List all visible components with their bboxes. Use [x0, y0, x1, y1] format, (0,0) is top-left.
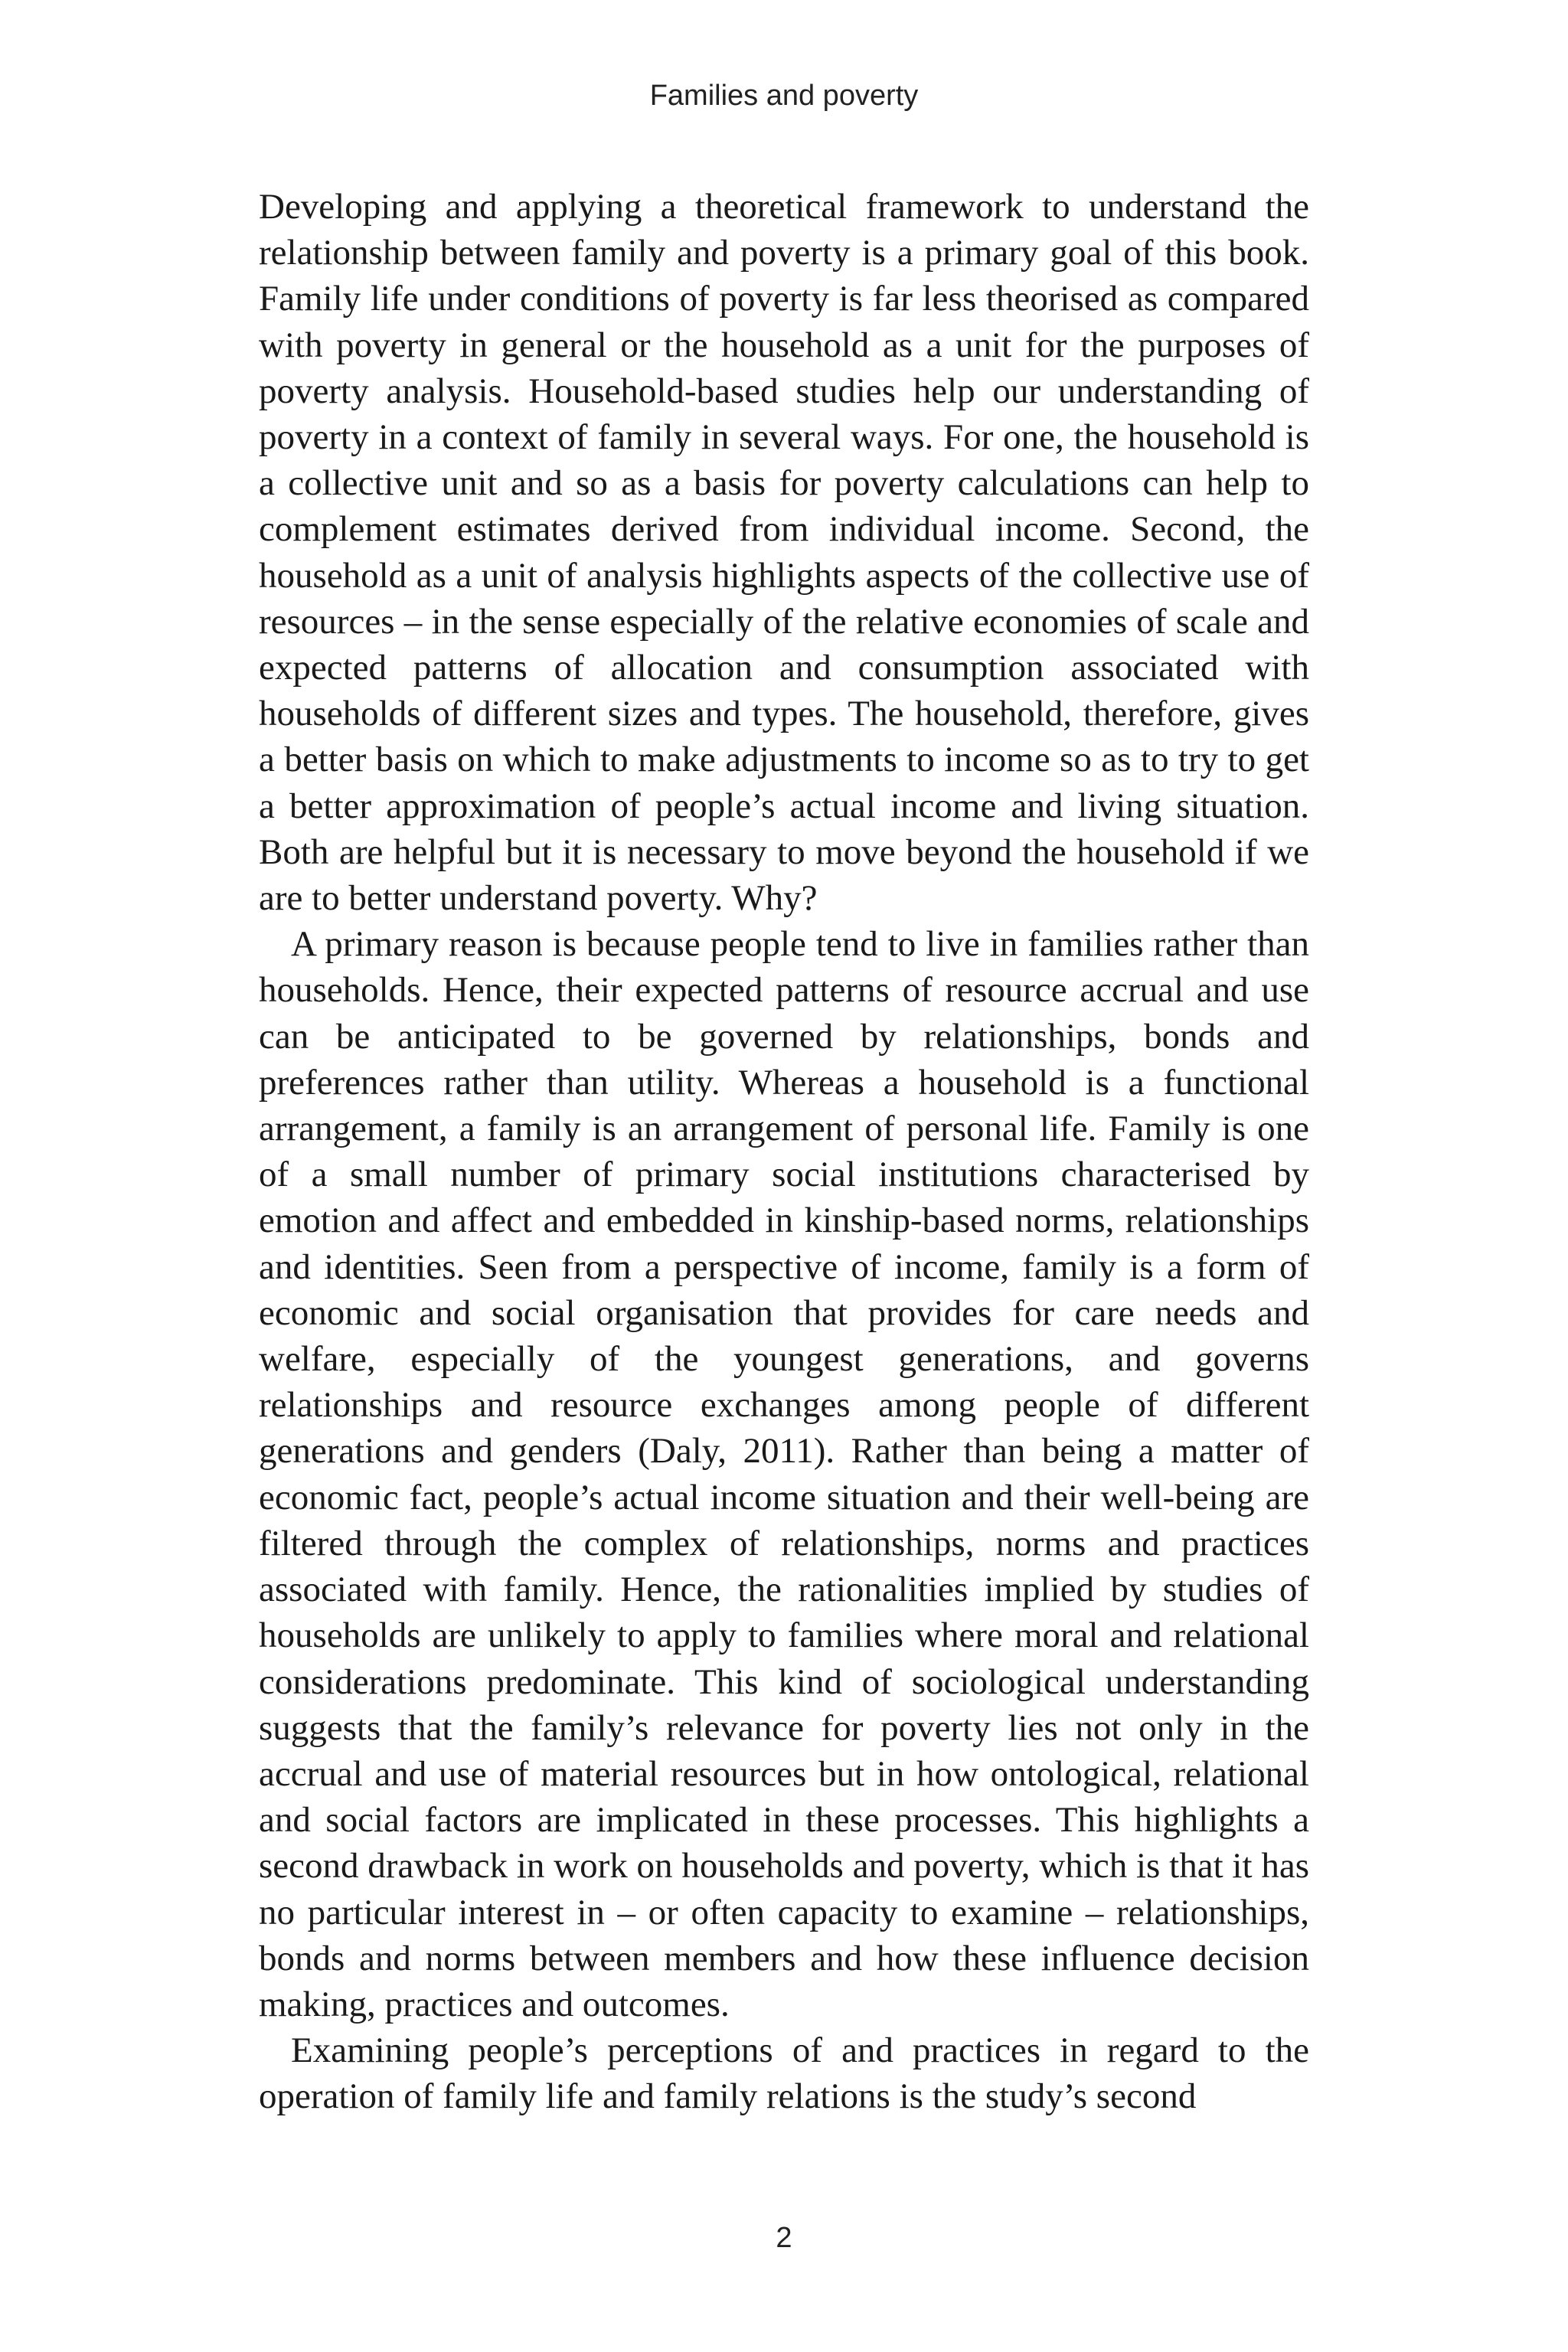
paragraph-3: Examining people’s perceptions of and practices in regard to the operation of family life and family relations is the study’s second	[259, 2030, 1309, 2117]
body-text	[259, 184, 1309, 2120]
running-head: Families and poverty	[649, 80, 919, 112]
page-number: 2	[776, 2222, 792, 2254]
paragraph-1: Developing and applying a theoretical framework to understand the relationship between family and poverty is a primary goal of this book. Family life under conditions of poverty is far less theorised as compared with poverty in general or the household as a unit for the purposes of poverty analysis. Household-based studies help our understanding of poverty in a context of family in several ways. For one, the household is a collective unit and so as a basis for poverty calculations can help to complement estimates derived from individual income. Second, the household as a unit of analysis highlights aspects of the collective use of resources – in the sense especially of the relative economies of scale and expected patterns of allocation and consumption associated with households of different sizes and types. The household, therefore, gives a better basis on which to make adjustments to income so as to try to get a better approximation of people’s actual income and living situation. Both are helpful but it is necessary to move beyond the household if we are to better understand poverty. Why?	[259, 187, 1309, 919]
paragraph-2: A primary reason is because people tend to live in families rather than households. Hence, their expected patterns of resource accrual and use can be anticipated to be governed by relationships, bonds and preferences rather than utility. Whereas a household is a functional arrangement, a family is an arrangement of personal life. Family is one of a small number of primary social institutions characterised by emotion and affect and embedded in kinship-based norms, relationships and identities. Seen from a perspective of income, family is a form of economic and social organisation that provides for care needs and welfare, especially of the youngest generations, and governs relationships and resource exchanges among people of different generations and genders (Daly, 2011). Rather than being a matter of economic fact, people’s actual income situation and their well-being are filtered through the complex of relationships, norms and practices associated with family. Hence, the rationalities implied by studies of households are unlikely to apply to families where moral and relational considerations predominate. This kind of sociological understanding suggests that the family’s relevance for poverty lies not only in the accrual and use of material resources but in how ontological, relational and social factors are implicated in these processes. This highlights a second drawback in work on households and poverty, which is that it has no particular interest in – or often capacity to examine – relationships, bonds and norms between members and how these influence decision making, practices and outcomes.	[259, 924, 1309, 2024]
